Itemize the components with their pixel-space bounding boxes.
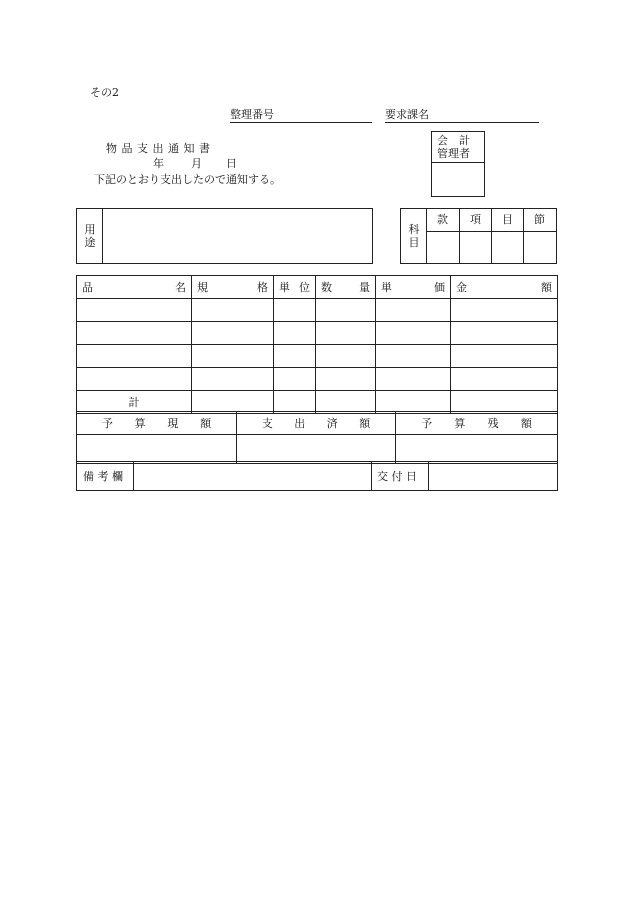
header-kikaku: 規 格 <box>192 276 274 299</box>
table-row <box>77 322 558 345</box>
subject-label-2: 目 <box>408 236 420 249</box>
spent-input[interactable] <box>237 435 396 464</box>
cell-input[interactable] <box>192 322 274 345</box>
budget-remaining-input[interactable] <box>396 435 558 464</box>
cell-input[interactable] <box>316 322 376 345</box>
cell-input[interactable] <box>274 345 316 368</box>
cell-input[interactable] <box>77 299 192 322</box>
remarks-input[interactable] <box>134 462 372 491</box>
cell-input[interactable] <box>451 345 558 368</box>
purpose-label-1: 用 <box>84 223 96 236</box>
cell-input[interactable] <box>451 322 558 345</box>
header-suuryou: 数 量 <box>316 276 376 299</box>
cell-input[interactable] <box>451 368 558 391</box>
subject-col-moku: 目 <box>502 213 513 226</box>
cell-input[interactable] <box>451 299 558 322</box>
cell-input[interactable] <box>274 322 316 345</box>
req-dept-field[interactable] <box>385 108 539 123</box>
ref-no-label: 整理番号 <box>230 108 274 121</box>
total-label: 計 <box>77 391 192 414</box>
remarks-table <box>76 461 558 491</box>
header-hinmei: 品 名 <box>77 276 192 299</box>
header-budget-remaining: 予 算 残 額 <box>396 412 558 435</box>
subject-col-kou: 項 <box>470 213 481 226</box>
cell-input[interactable] <box>192 299 274 322</box>
cell-input[interactable] <box>376 299 451 322</box>
date-month: 月 <box>191 157 202 170</box>
cell-input[interactable] <box>77 345 192 368</box>
purpose-input[interactable] <box>103 209 372 263</box>
date-day: 日 <box>226 157 237 170</box>
cell-input[interactable] <box>192 345 274 368</box>
table-row <box>77 368 558 391</box>
notice-text: 下記のとおり支出したので通知する。 <box>94 173 281 186</box>
table-row <box>77 345 558 368</box>
cell-input[interactable] <box>316 368 376 391</box>
remarks-label: 備 考 欄 <box>77 462 134 491</box>
subject-col-kan: 款 <box>437 213 448 226</box>
budget-current-input[interactable] <box>77 435 237 464</box>
subject-col-setsu: 節 <box>534 213 545 226</box>
cell-input[interactable] <box>77 368 192 391</box>
cell-input[interactable] <box>192 368 274 391</box>
accounting-manager-box <box>431 131 485 197</box>
accounting-label-line2: 管理者 <box>437 147 470 160</box>
cell-input[interactable] <box>274 368 316 391</box>
items-header-row <box>77 276 558 299</box>
table-row <box>77 299 558 322</box>
purpose-label-2: 途 <box>84 236 96 249</box>
ref-no-field[interactable] <box>230 108 372 123</box>
cell-input[interactable] <box>376 322 451 345</box>
subject-box <box>400 208 557 264</box>
form-id: その2 <box>90 86 119 99</box>
header-tani: 単 位 <box>274 276 316 299</box>
cell-input[interactable] <box>376 345 451 368</box>
budget-table <box>76 411 558 464</box>
budget-header-row <box>77 412 558 435</box>
cell-input[interactable] <box>77 322 192 345</box>
cell-input[interactable] <box>316 345 376 368</box>
subject-label-1: 科 <box>408 223 420 236</box>
cell-input[interactable] <box>274 299 316 322</box>
req-dept-label: 要求課名 <box>385 108 429 121</box>
cell-input[interactable] <box>316 299 376 322</box>
issue-date-input[interactable] <box>429 462 558 491</box>
header-kingaku: 金 額 <box>451 276 558 299</box>
purpose-box <box>76 208 373 264</box>
items-table <box>76 275 558 414</box>
header-budget-current: 予 算 現 額 <box>77 412 237 435</box>
header-spent: 支 出 済 額 <box>237 412 396 435</box>
budget-values-row <box>77 435 558 464</box>
header-tanka: 単 価 <box>376 276 451 299</box>
date-year: 年 <box>153 157 164 170</box>
issue-date-label: 交 付 日 <box>372 462 429 491</box>
cell-input[interactable] <box>376 368 451 391</box>
accounting-label-line1: 会 計 <box>437 134 470 147</box>
form-title: 物 品 支 出 通 知 書 <box>106 142 211 155</box>
